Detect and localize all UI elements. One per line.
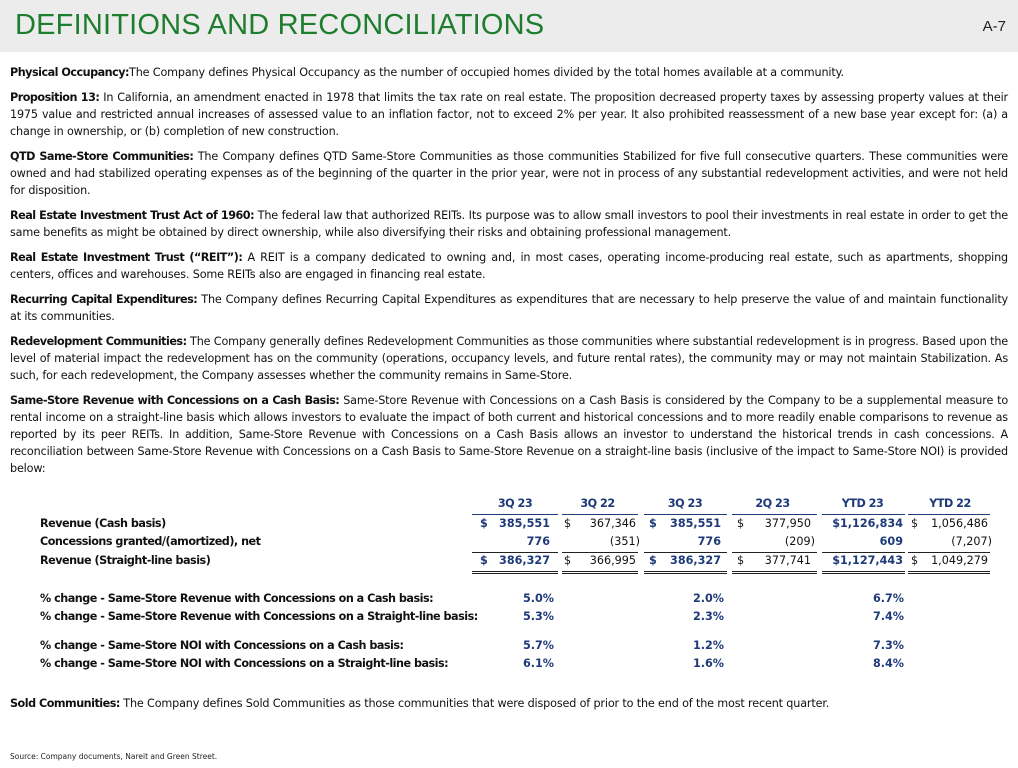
definition-text: In California, an amendment enacted in 1978 that limits the tax rate on real estate. The proposition decreased property taxes by assessing property values at their 1975 value and restricted annual increases of assessed value to an inflation factor, not to exceed 2% per year. It also prohibited reassessment of a new base year except for: (a) a change in ownership, or (b) completion of new construction. <box>10 91 1008 138</box>
col-header: YTD 22 <box>929 497 971 510</box>
header-underline <box>562 514 638 515</box>
table-cell: 1.6% <box>692 657 724 670</box>
definition-redevelopment <box>10 333 1008 384</box>
col-header: 3Q 23 <box>667 497 703 510</box>
col-header: 2Q 23 <box>755 497 790 510</box>
currency-symbol: $ <box>480 517 488 530</box>
table-cell: 377,741 <box>764 554 811 567</box>
currency-symbol: $ <box>564 554 572 567</box>
definition-term: Redevelopment Communities: <box>10 335 187 348</box>
table-cell: 386,327 <box>670 554 721 567</box>
row-label: Revenue (Cash basis) <box>40 517 166 530</box>
table-cell: 6.7% <box>872 592 904 605</box>
table-cell: (351) <box>609 535 640 548</box>
table-cell: (7,207) <box>951 535 992 548</box>
definition-same-store-revenue <box>10 392 1008 477</box>
currency-symbol: $ <box>737 554 745 567</box>
table-cell: 776 <box>697 535 721 548</box>
table-cell: 385,551 <box>499 517 550 530</box>
definition-term: Real Estate Investment Trust Act of 1960: <box>10 209 255 222</box>
definition-sold-communities <box>10 695 1008 712</box>
definition-text: The Company defines QTD Same-Store Communities as those communities Stabilized for five full consecutive quarters. These communities were owned and had stabilized operating expenses as of the beginning of the quarter in the prior year, were not in process of any substantial redevelopment activities, and were not held for disposition. <box>10 150 1009 197</box>
page-number: A-7 <box>982 18 1006 35</box>
row-label: % change - Same-Store Revenue with Concessions on a Cash basis: <box>40 592 434 605</box>
definition-physical-occupancy <box>10 64 1008 81</box>
table-cell: 366,995 <box>589 554 636 567</box>
currency-symbol: $ <box>564 517 572 530</box>
table-row <box>40 516 990 534</box>
table-cell: (209) <box>784 535 815 548</box>
definition-term: Recurring Capital Expenditures: <box>10 293 198 306</box>
col-header: 3Q 22 <box>580 497 615 510</box>
table-cell: $1,127,443 <box>832 554 903 567</box>
table-cell: 377,950 <box>764 517 811 530</box>
currency-symbol: $ <box>737 517 745 530</box>
table-cell: 5.7% <box>522 639 554 652</box>
definition-qtd-same-store <box>10 148 1008 199</box>
table-cell: 2.0% <box>692 592 724 605</box>
double-underline <box>822 571 905 574</box>
table-cell: $1,126,834 <box>832 517 903 530</box>
table-cell: 1,056,486 <box>931 517 988 530</box>
definition-term: Sold Communities: <box>10 697 120 710</box>
table-cell: 386,327 <box>499 554 550 567</box>
definition-text: The Company generally defines Redevelopment Communities as those communities where substantial redevelopment is in progress. Based upon the level of material impact the redevelopment has on the community (operations, occupancy levels, and future rental rates), the community may or may not maintain Stabilization. As such, for each redevelopment, the Company assesses whether the community remains in Same-Store. <box>10 335 1008 382</box>
currency-symbol: $ <box>649 554 657 567</box>
definition-term: QTD Same-Store Communities: <box>10 150 194 163</box>
table-row <box>40 553 990 571</box>
definition-text: Same-Store Revenue with Concessions on a Cash Basis is considered by the Company to be a supplemental measure to rental income on a straight-line basis which allows investors to evaluate the impact of both current and historical concessions and to more readily enable comparisons to revenue as reported by its peer REITs. In addition, Same-Store Revenue with Concessions on a Cash Basis allows an investor to understand the historical trends in cash concessions. A reconciliation between Same-Store Revenue with Concessions on a Cash Basis to Same-Store Revenue on a straight-line basis (inclusive of the impact to Same-Store NOI) is provided below: <box>10 394 1009 475</box>
col-header: YTD 23 <box>841 497 884 510</box>
table-row <box>40 638 990 656</box>
table-cell: 1.2% <box>692 639 724 652</box>
table-cell: 8.4% <box>872 657 904 670</box>
header-underline <box>472 514 558 515</box>
definition-term: Same-Store Revenue with Concessions on a Cash Basis: <box>10 394 340 407</box>
table-cell: 5.3% <box>522 610 554 623</box>
table-cell: 609 <box>879 535 903 548</box>
row-label: % change - Same-Store Revenue with Concessions on a Straight-line basis: <box>40 610 478 623</box>
row-label: % change - Same-Store NOI with Concessions on a Straight-line basis: <box>40 657 449 670</box>
definition-proposition-13 <box>10 89 1008 140</box>
table-cell: 385,551 <box>670 517 721 530</box>
table-cell: 2.3% <box>692 610 724 623</box>
row-label: Concessions granted/(amortized), net <box>40 535 261 548</box>
definition-text: The federal law that authorized REITs. Its purpose was to allow small investors to pool their investments in real estate in order to get the same benefits as might be obtained by direct ownership, while also diversifying their risks and obtaining professional management. <box>10 209 1008 239</box>
header-underline <box>732 514 817 515</box>
definitions-body <box>10 64 1008 485</box>
definition-term: Proposition 13: <box>10 91 100 104</box>
col-header: 3Q 23 <box>497 497 533 510</box>
definition-reit-act <box>10 207 1008 241</box>
header-underline <box>644 514 727 515</box>
definition-recurring-capex <box>10 291 1008 325</box>
double-underline <box>472 571 558 574</box>
header-underline <box>908 514 990 515</box>
row-label: % change - Same-Store NOI with Concessions on a Cash basis: <box>40 639 404 652</box>
definition-term: Physical Occupancy: <box>10 66 130 79</box>
currency-symbol: $ <box>911 517 919 530</box>
row-label: Revenue (Straight-line basis) <box>40 554 211 567</box>
source-note: Source: Company documents, Nareit and Green Street. <box>10 752 218 761</box>
definition-text: A REIT is a company dedicated to owning and, in most cases, operating income-producing real estate, such as apartments, shopping centers, offices and warehouses. Some REITs also are engaged in financing real estate. <box>10 251 1009 281</box>
double-underline <box>732 571 817 574</box>
table-cell: 1,049,279 <box>931 554 988 567</box>
currency-symbol: $ <box>911 554 919 567</box>
table-cell: 7.3% <box>872 639 904 652</box>
table-header-row <box>40 497 990 515</box>
table-cell: 776 <box>526 535 550 548</box>
definition-text: The Company defines Physical Occupancy as the number of occupied homes divided by the total homes available at a community. <box>129 66 844 79</box>
currency-symbol: $ <box>649 517 657 530</box>
double-underline <box>644 571 727 574</box>
definition-reit <box>10 249 1008 283</box>
page-title: DEFINITIONS AND RECONCILIATIONS <box>15 9 545 41</box>
table-row <box>40 656 990 674</box>
definition-text: The Company defines Sold Communities as those communities that were disposed of prior to the end of the most recent quarter. <box>123 697 830 710</box>
table-cell: 6.1% <box>522 657 554 670</box>
table-row <box>40 534 990 552</box>
table-cell: 5.0% <box>522 592 554 605</box>
table-row <box>40 609 990 627</box>
table-cell: 367,346 <box>589 517 636 530</box>
currency-symbol: $ <box>480 554 488 567</box>
table-cell: 7.4% <box>872 610 904 623</box>
definition-term: Real Estate Investment Trust (“REIT”): <box>10 251 243 264</box>
double-underline <box>908 571 990 574</box>
definition-text: The Company defines Recurring Capital Expenditures as expenditures that are necessary to help preserve the value of and maintain functionality at its communities. <box>10 293 1009 323</box>
double-underline <box>562 571 638 574</box>
page-header <box>0 0 1018 52</box>
header-underline <box>822 514 905 515</box>
table-row <box>40 591 990 609</box>
